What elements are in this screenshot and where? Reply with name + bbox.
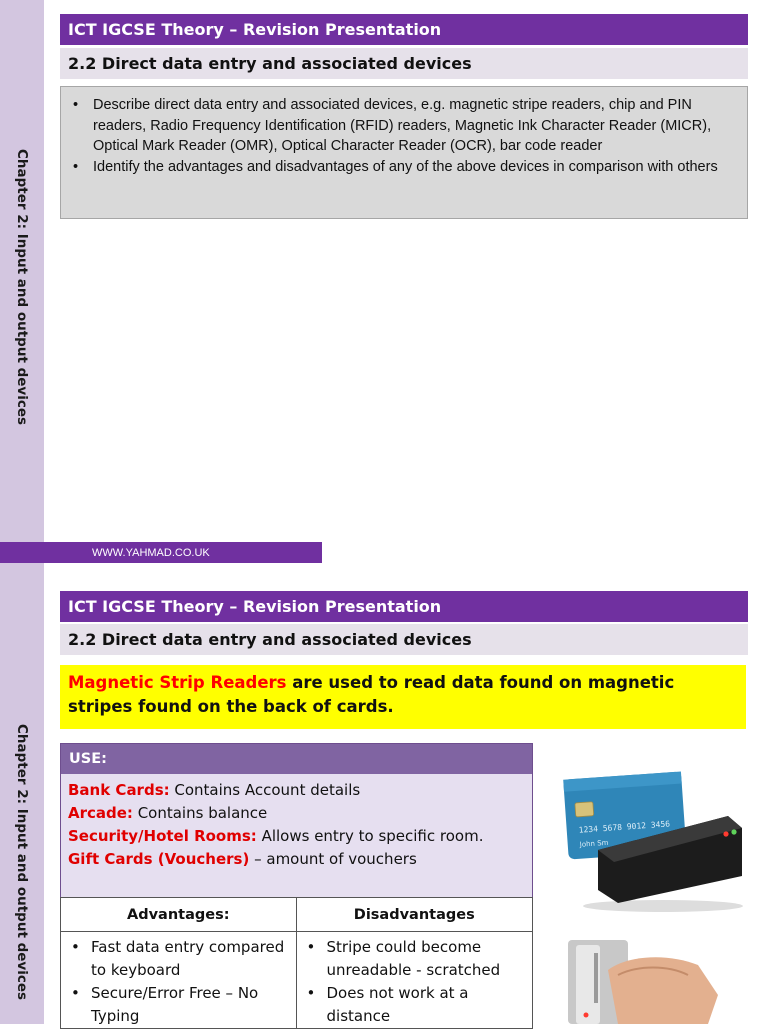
- disadvantages-header: Disadvantages: [296, 898, 533, 932]
- advantages-header: Advantages:: [61, 898, 297, 932]
- sidebar-chapter-label: Chapter 2: Input and output devices: [14, 148, 30, 426]
- use-item-label: Arcade:: [68, 804, 133, 822]
- slide-title: ICT IGCSE Theory – Revision Presentation: [60, 14, 748, 45]
- advantage-item: • Secure/Error Free – No Typing: [67, 982, 292, 1028]
- learning-objectives: [60, 86, 748, 219]
- hotel-card-lock-image: [558, 935, 746, 1024]
- card-name-text: John Sm: [579, 838, 609, 849]
- card-reader-image: [558, 758, 746, 913]
- use-item-text: – amount of vouchers: [249, 850, 417, 868]
- definition-box: [60, 665, 746, 729]
- definition-text: are used to read data found on magnetic stripes found on the back of cards.: [68, 673, 675, 716]
- use-box: [60, 743, 533, 898]
- objective-item: • Identify the advantages and disadvantages of any of the above devices in comparison with others: [69, 157, 737, 178]
- use-item: [61, 825, 532, 848]
- sidebar-chapter-label: Chapter 2: Input and output devices: [14, 723, 30, 1001]
- slide-subtitle: 2.2 Direct data entry and associated devices: [60, 624, 748, 655]
- objective-item: • Describe direct data entry and associated devices, e.g. magnetic stripe readers, chip and PIN readers, Radio Frequency Identification (RFID) readers, Magnetic Ink Character Reader (MICR), Optical Mark Reader (OMR), Optical Character Reader (OCR), bar code reader: [69, 95, 737, 157]
- use-item: [61, 802, 532, 825]
- disadvantage-item: • Stripe could become unreadable - scratched: [303, 936, 529, 982]
- advantage-item: • Fast data entry compared to keyboard: [67, 936, 292, 982]
- use-item: [61, 779, 532, 802]
- footer-bar: [0, 542, 322, 563]
- use-item-label: Gift Cards (Vouchers): [68, 850, 250, 868]
- use-item-label: Bank Cards:: [68, 781, 170, 799]
- use-item: [61, 848, 532, 871]
- use-item-text: Contains Account details: [169, 781, 361, 799]
- use-item-text: Contains balance: [132, 804, 268, 822]
- advantages-table: [60, 897, 533, 1029]
- use-item-text: Allows entry to specific room.: [256, 827, 484, 845]
- disadvantage-item: • Does not work at a distance: [303, 982, 529, 1028]
- slide-title: ICT IGCSE Theory – Revision Presentation: [60, 591, 748, 622]
- advantages-cell: [61, 932, 297, 1029]
- use-header: USE:: [61, 744, 532, 774]
- slide-subtitle: 2.2 Direct data entry and associated devices: [60, 48, 748, 79]
- disadvantages-cell: [296, 932, 533, 1029]
- footer-link[interactable]: WWW.YAHMAD.CO.UK: [92, 546, 210, 559]
- definition-term: Magnetic Strip Readers: [68, 673, 287, 692]
- use-item-label: Security/Hotel Rooms:: [68, 827, 257, 845]
- card-number-text: 1234 5678 9012 3456: [578, 819, 671, 835]
